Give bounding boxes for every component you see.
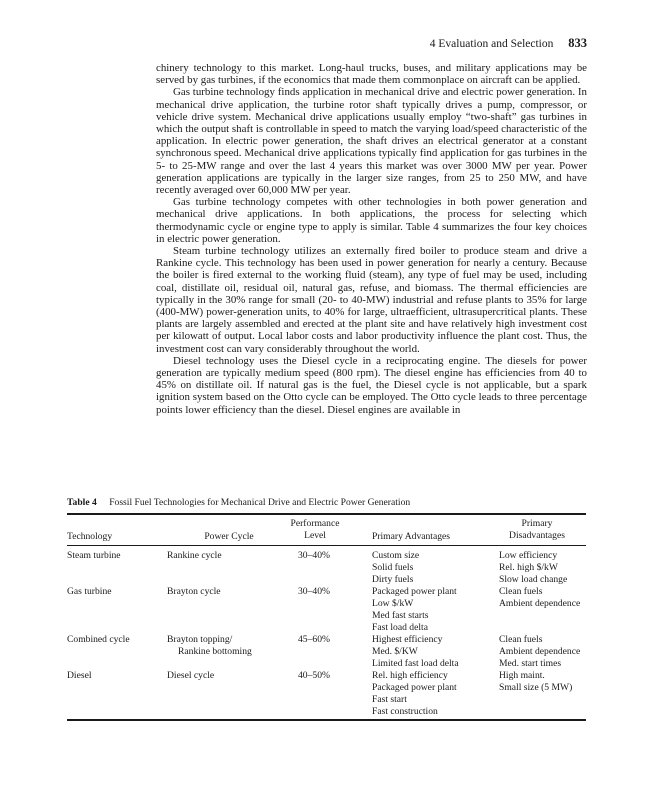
- advantages-item: Med. $/KW: [372, 646, 418, 657]
- header-power-cycle: Power Cycle: [204, 531, 254, 542]
- cell-performance: 40–50%: [298, 670, 330, 681]
- paragraph: chinery technology to this market. Long-haul trucks, buses, and military applications may be served by gas turbines, if the economics that made them commonplace on aircraft can be applied.: [156, 62, 587, 87]
- advantages-item: Fast load delta: [372, 622, 428, 633]
- cell-performance: 30–40%: [298, 586, 330, 597]
- body-text: [156, 62, 587, 416]
- cell-technology: Steam turbine: [67, 550, 121, 561]
- advantages-item: Highest efficiency: [372, 634, 443, 645]
- advantages-item: Packaged power plant: [372, 682, 457, 693]
- cell-power-cycle: [167, 634, 252, 658]
- section-title: 4 Evaluation and Selection: [429, 38, 554, 50]
- cell-disadvantages: [499, 586, 580, 610]
- advantages-item: Dirty fuels: [372, 574, 414, 585]
- cell-advantages: [372, 670, 457, 718]
- cell-power-cycle: [167, 670, 214, 682]
- power-cycle-line: Diesel cycle: [167, 670, 215, 681]
- table-caption: [67, 497, 597, 508]
- header-performance: [279, 518, 351, 542]
- power-cycle-line: Brayton topping/: [167, 634, 233, 645]
- power-cycle-line: Rankine cycle: [167, 550, 222, 561]
- header-technology: Technology: [67, 531, 113, 542]
- disadvantages-item: Small size (5 MW): [499, 682, 573, 693]
- advantages-item: Solid fuels: [372, 562, 414, 573]
- disadvantages-item: Low efficiency: [499, 550, 558, 561]
- power-cycle-line: Brayton cycle: [167, 586, 221, 597]
- cell-disadvantages: [499, 634, 580, 670]
- header-advantages: Primary Advantages: [371, 531, 451, 542]
- disadvantages-item: Slow load change: [499, 574, 568, 585]
- table-label: Table 4: [67, 497, 97, 508]
- cell-power-cycle: [167, 586, 221, 598]
- disadvantages-item: Med. start times: [499, 658, 562, 669]
- advantages-item: Med fast starts: [372, 610, 429, 621]
- header-disadvantages-line2: Disadvantages: [509, 530, 565, 541]
- table-row: [67, 586, 586, 634]
- paragraph: Gas turbine technology competes with other technologies in both power generation and mechanical drive applications. In both applications, the process for selecting which thermodynamic cycle or engine type to apply is similar. Table 4 summarizes the four key choices in electric power generation.: [156, 196, 587, 245]
- header-disadvantages-line1: Primary: [521, 518, 553, 529]
- cell-advantages: [372, 634, 459, 670]
- header-performance-line2: Level: [304, 530, 326, 541]
- advantages-item: Fast start: [372, 694, 407, 705]
- table-header: [67, 518, 586, 544]
- paragraph: Steam turbine technology utilizes an externally fired boiler to produce steam and drive a Rankine cycle. This technology has been used in power generation for nearly a century. Because the boiler is fired external to the working fluid (steam), any type of fuel may be used, including coal, distillate oil, residual oil, natural gas, refuse, and biomass. The thermal efficiencies are typically in the 30% range for small (20- to 40-MW) industrial and refuse plants to 35% for large (400-MW) power-generation units, to 40% for large, ultraefficient, ultrasupercritical plants. These plants are largely assembled and erected at the plant site and have relatively high investment cost per kilowatt of output. Local labor costs and labor productivity influence the plant cost. Thus, the investment cost can vary considerably throughout the world.: [156, 245, 587, 355]
- table-header-rule: [67, 545, 586, 546]
- table-row: [67, 670, 586, 718]
- cell-disadvantages: [499, 550, 567, 586]
- cell-performance: 30–40%: [298, 550, 330, 561]
- cell-technology: Diesel: [67, 670, 92, 681]
- disadvantages-item: Clean fuels: [499, 634, 543, 645]
- disadvantages-item: Clean fuels: [499, 586, 543, 597]
- header-disadvantages: [495, 518, 579, 542]
- disadvantages-item: High maint.: [499, 670, 545, 681]
- advantages-item: Fast construction: [372, 706, 438, 717]
- advantages-item: Packaged power plant: [372, 586, 457, 597]
- advantages-item: Rel. high efficiency: [372, 670, 448, 681]
- advantages-item: Custom size: [372, 550, 420, 561]
- cell-disadvantages: [499, 670, 572, 694]
- cell-performance: 45–60%: [298, 634, 330, 645]
- page-number: 833: [568, 36, 587, 50]
- cell-advantages: [372, 586, 457, 634]
- cell-technology: Gas turbine: [67, 586, 112, 597]
- paragraph: Diesel technology uses the Diesel cycle in a reciprocating engine. The diesels for power generation are typically medium speed (800 rpm). The diesel engine has efficiencies from 40 to 45% on distillate oil. If natural gas is the fuel, the Diesel cycle is not applicable, but a spark ignition system based on the Otto cycle can be employed. The Otto cycle leads to three percentage points lower efficiency than the diesel. Diesel engines are available in: [156, 354, 587, 416]
- cell-advantages: [372, 550, 419, 586]
- disadvantages-item: Rel. high $/kW: [499, 562, 558, 573]
- running-header: [156, 36, 587, 52]
- table-top-rule: [67, 513, 586, 515]
- table-row: [67, 634, 586, 670]
- power-cycle-line: Rankine bottoming: [178, 646, 252, 657]
- cell-power-cycle: [167, 550, 222, 562]
- advantages-item: Low $/kW: [372, 598, 414, 609]
- advantages-item: Limited fast load delta: [372, 658, 459, 669]
- disadvantages-item: Ambient dependence: [499, 646, 581, 657]
- table-caption-text: Fossil Fuel Technologies for Mechanical Drive and Electric Power Generation: [109, 497, 411, 508]
- table-row: [67, 550, 586, 586]
- header-performance-line1: Performance: [290, 518, 340, 529]
- table-bottom-rule: [67, 719, 586, 721]
- table-body: [67, 550, 586, 718]
- paragraph: Gas turbine technology finds application in mechanical drive and electric power generation. In mechanical drive application, the turbine rotor shaft typically drives a pump, compressor, or vehicle drive system. Mechanical drive applications usually employ “two-shaft” gas turbines in which the output shaft is controllable in speed to match the varying load/speed characteristic of the application. In electric power generation, the shaft drives an electrical generator at a constant synchronous speed. Mechanical drive applications typically find application for gas turbines in the 5- to 25-MW range and over the last 4 years this market was over 3000 MW per year. Power generation applications are typically in the larger size ranges, from 25 to 250 MW, and have recently averaged over 60,000 MW per year.: [156, 86, 587, 197]
- disadvantages-item: Ambient dependence: [499, 598, 581, 609]
- cell-technology: Combined cycle: [67, 634, 130, 645]
